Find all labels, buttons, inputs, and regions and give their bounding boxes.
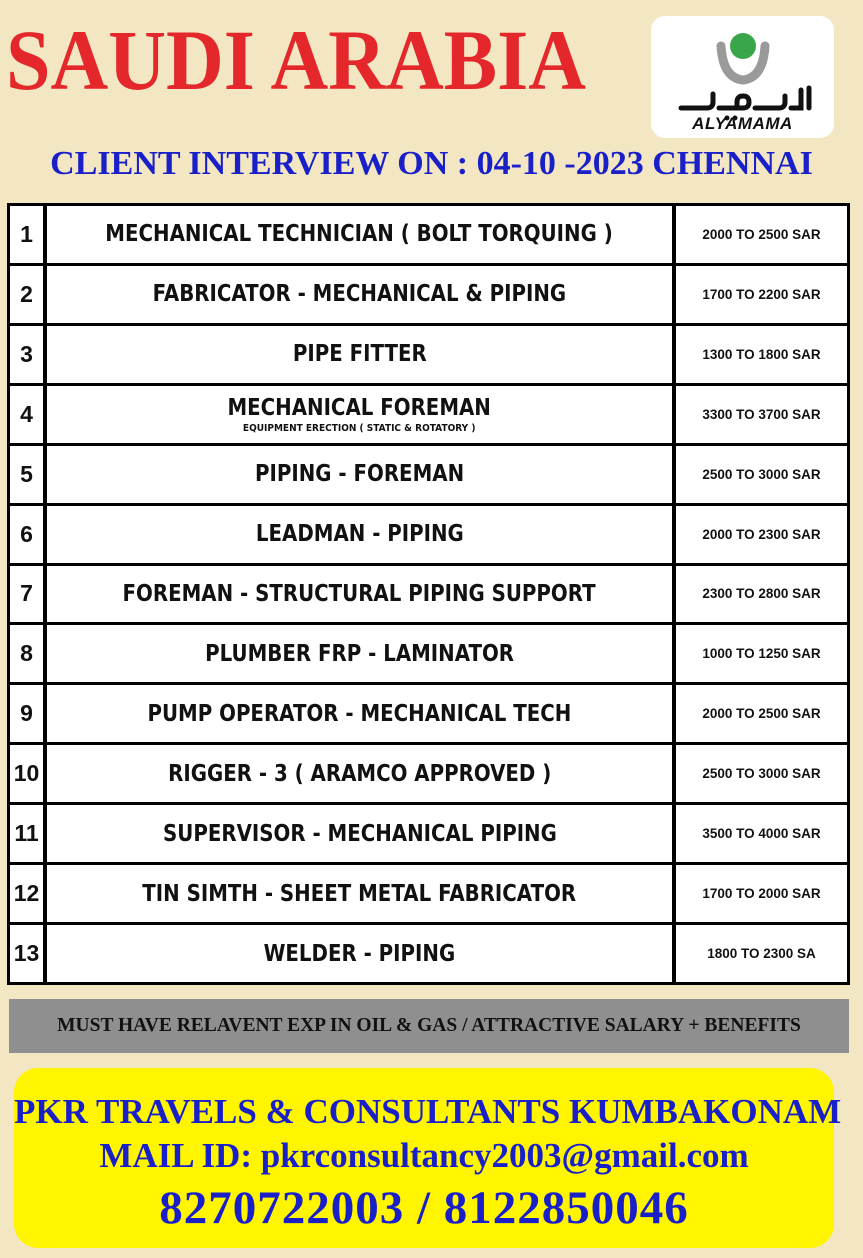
job-number: 9 (10, 685, 43, 742)
job-row (10, 506, 847, 563)
job-salary: 3300 TO 3700 SAR (676, 386, 847, 443)
job-position (47, 206, 672, 263)
job-row (10, 805, 847, 862)
job-position (47, 506, 672, 563)
company-name: PKR TRAVELS & CONSULTANTS KUMBAKONAM (14, 1092, 842, 1131)
job-number: 13 (10, 925, 43, 982)
job-salary: 2500 TO 3000 SAR (676, 446, 847, 503)
job-title: FABRICATOR - MECHANICAL & PIPING (152, 281, 567, 308)
job-row (10, 446, 847, 503)
job-title: MECHANICAL TECHNICIAN ( BOLT TORQUING ) (105, 221, 614, 248)
job-salary: 2000 TO 2300 SAR (676, 506, 847, 563)
job-number: 12 (10, 865, 43, 922)
page-title: SAUDI ARABIA (6, 12, 586, 108)
job-title: PIPING - FOREMAN (254, 461, 465, 488)
job-salary: 2300 TO 2800 SAR (676, 566, 847, 623)
job-salary: 2000 TO 2500 SAR (676, 206, 847, 263)
job-position (47, 386, 672, 443)
job-position (47, 625, 672, 682)
job-row (10, 685, 847, 742)
job-position (47, 566, 672, 623)
job-title: WELDER - PIPING (263, 940, 456, 967)
job-position (47, 685, 672, 742)
job-number: 5 (10, 446, 43, 503)
job-row (10, 865, 847, 922)
job-position (47, 745, 672, 802)
job-title: RIGGER - 3 ( ARAMCO APPROVED ) (167, 760, 552, 787)
job-title: PLUMBER FRP - LAMINATOR (205, 640, 514, 667)
job-position (47, 865, 672, 922)
job-row (10, 566, 847, 623)
job-title: LEADMAN - PIPING (255, 521, 464, 548)
job-row (10, 326, 847, 383)
job-title: TIN SIMTH - SHEET METAL FABRICATOR (142, 880, 577, 907)
job-number: 7 (10, 566, 43, 623)
job-number: 3 (10, 326, 43, 383)
job-row (10, 266, 847, 323)
job-salary: 1700 TO 2000 SAR (676, 865, 847, 922)
job-position (47, 326, 672, 383)
job-salary: 1300 TO 1800 SAR (676, 326, 847, 383)
job-title: FOREMAN - STRUCTURAL PIPING SUPPORT (122, 580, 597, 607)
job-number: 6 (10, 506, 43, 563)
job-number: 4 (10, 386, 43, 443)
interview-subtitle: CLIENT INTERVIEW ON : 04-10 -2023 CHENNAI (50, 145, 813, 182)
job-salary: 1000 TO 1250 SAR (676, 625, 847, 682)
job-number: 11 (10, 805, 43, 862)
job-position (47, 266, 672, 323)
contact-email: MAIL ID: pkrconsultancy2003@gmail.com (99, 1136, 749, 1175)
job-position (47, 446, 672, 503)
job-number: 1 (10, 206, 43, 263)
contact-phones: 8270722003 / 8122850046 (159, 1182, 689, 1234)
job-title: SUPERVISOR - MECHANICAL PIPING (162, 820, 557, 847)
job-number: 10 (10, 745, 43, 802)
alyamama-logo (651, 16, 834, 138)
job-row (10, 206, 847, 263)
job-salary: 1800 TO 2300 SA (676, 925, 847, 982)
job-position (47, 925, 672, 982)
job-salary: 3500 TO 4000 SAR (676, 805, 847, 862)
contact-box (14, 1068, 842, 1248)
job-row (10, 745, 847, 802)
logo-latin-text: ALYAMAMA (692, 114, 793, 133)
job-salary: 1700 TO 2200 SAR (676, 266, 847, 323)
job-salary: 2000 TO 2500 SAR (676, 685, 847, 742)
job-position (47, 805, 672, 862)
job-title: PUMP OPERATOR - MECHANICAL TECH (147, 700, 572, 727)
job-table (7, 203, 850, 985)
job-number: 2 (10, 266, 43, 323)
job-subtitle: EQUIPMENT ERECTION ( STATIC & ROTATORY ) (243, 422, 476, 434)
job-row (10, 625, 847, 682)
job-title: MECHANICAL FOREMAN (227, 394, 492, 421)
job-salary: 2500 TO 3000 SAR (676, 745, 847, 802)
job-title: PIPE FITTER (292, 341, 427, 368)
job-row (10, 925, 847, 982)
job-row (10, 386, 847, 443)
job-number: 8 (10, 625, 43, 682)
requirements-note: MUST HAVE RELAVENT EXP IN OIL & GAS / ATTRACTIVE SALARY + BENEFITS (9, 999, 849, 1053)
